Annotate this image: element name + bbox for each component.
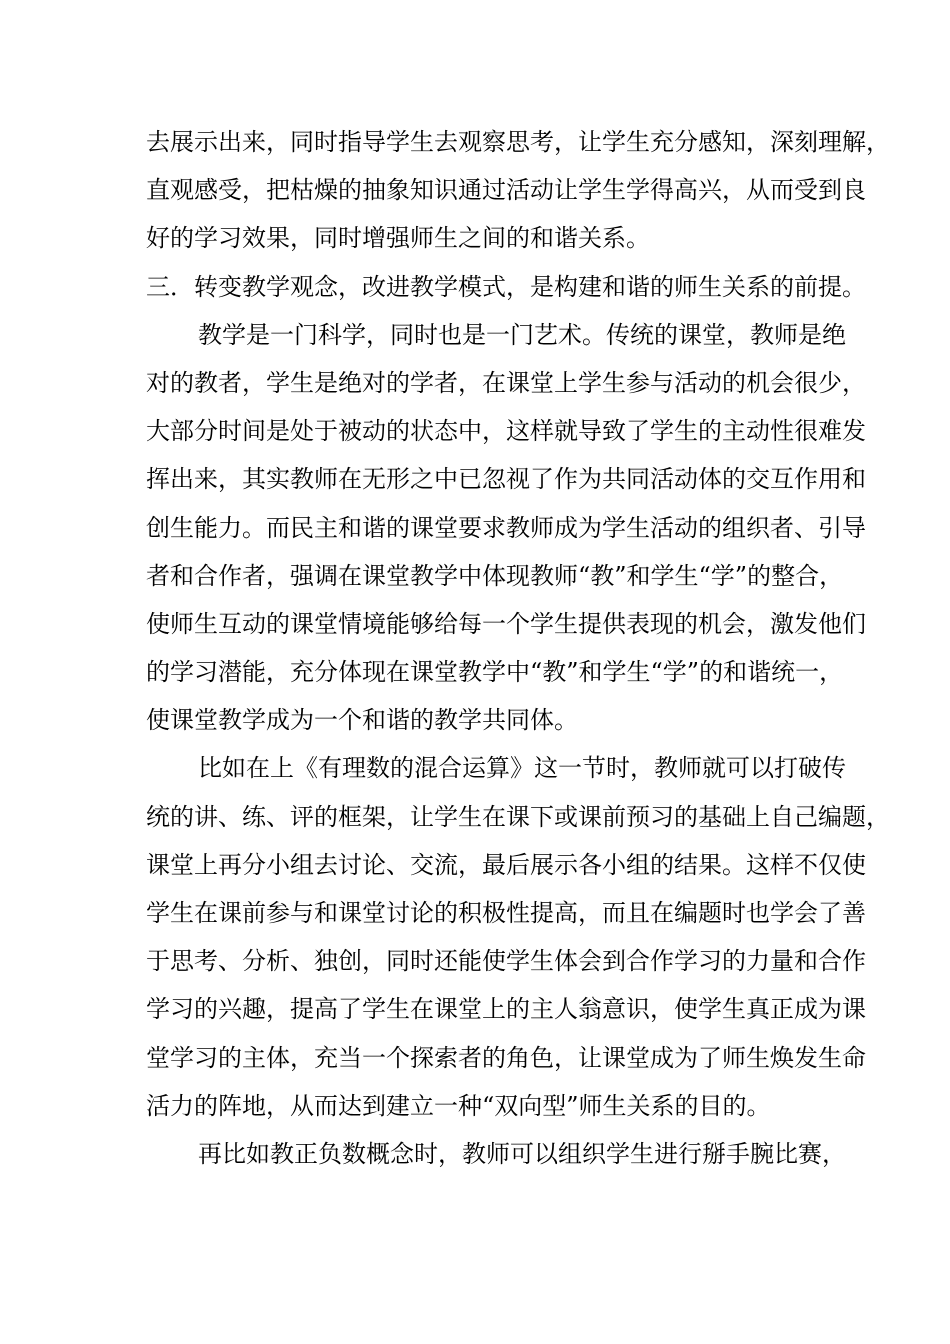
text-line: 使课堂教学成为一个和谐的教学共同体。 [146, 706, 578, 735]
body-text [146, 118, 890, 1178]
text-line: 教学是一门科学，同时也是一门艺术。传统的课堂，教师是绝 [198, 320, 846, 349]
text-line: 对的教者，学生是绝对的学者，在课堂上学生参与活动的机会很少， [146, 368, 866, 397]
text-line: 创生能力。而民主和谐的课堂要求教师成为学生活动的组织者、引导 [146, 513, 866, 542]
section-heading: 三．转变教学观念，改进教学模式，是构建和谐的师生关系的前提。 [146, 272, 866, 301]
text-line: 统的讲、练、评的框架，让学生在课下或课前预习的基础上自己编题， [146, 802, 890, 831]
text-line: 堂学习的主体，充当一个探索者的角色，让课堂成为了师生焕发生命 [146, 1043, 866, 1072]
text-line: 活力的阵地，从而达到建立一种“双向型”师生关系的目的。 [146, 1091, 771, 1120]
text-line: 比如在上《有理数的混合运算》这一节时，教师就可以打破传 [198, 754, 846, 783]
text-line: 学生在课前参与和课堂讨论的积极性提高，而且在编题时也学会了善 [146, 899, 866, 927]
text-line: 去展示出来，同时指导学生去观察思考，让学生充分感知，深刻理解， [146, 128, 890, 156]
text-line: 再比如教正负数概念时，教师可以组织学生进行掰手腕比赛， [198, 1139, 846, 1168]
text-line: 使师生互动的课堂情境能够给每一个学生提供表现的机会，激发他们 [146, 609, 866, 638]
text-line: 学习的兴趣，提高了学生在课堂上的主人翁意识，使学生真正成为课 [146, 995, 866, 1024]
text-line: 的学习潜能，充分体现在课堂教学中“教”和学生“学”的和谐统一， [146, 658, 844, 687]
text-line: 者和合作者，强调在课堂教学中体现教师“教”和学生“学”的整合， [146, 561, 844, 590]
text-line: 于思考、分析、独创，同时还能使学生体会到合作学习的力量和合作 [146, 947, 866, 976]
text-line: 大部分时间是处于被动的状态中，这样就导致了学生的主动性很难发 [146, 417, 866, 446]
text-line: 好的学习效果，同时增强师生之间的和谐关系。 [146, 224, 650, 253]
text-line: 课堂上再分小组去讨论、交流，最后展示各小组的结果。这样不仅使 [146, 850, 866, 879]
text-line: 挥出来，其实教师在无形之中已忽视了作为共同活动体的交互作用和 [146, 465, 866, 494]
text-line: 直观感受，把枯燥的抽象知识通过活动让学生学得高兴，从而受到良 [146, 176, 866, 205]
